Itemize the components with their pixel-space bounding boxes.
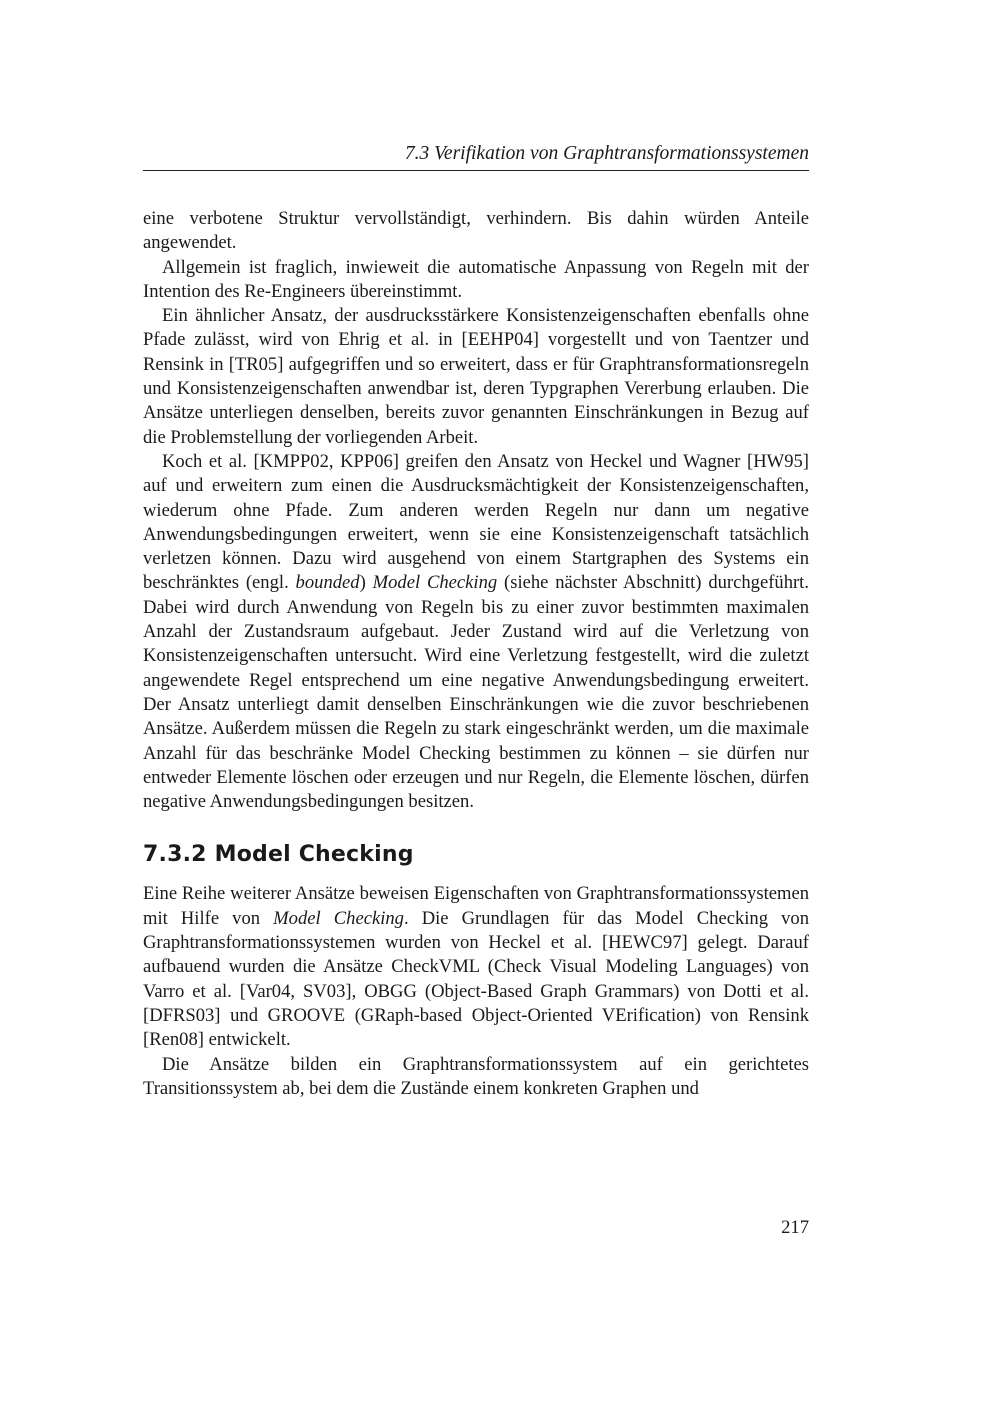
paragraph-4-part-b: ): [359, 572, 373, 594]
section-number: 7.3.2: [143, 842, 207, 868]
paragraph-5-part-b: . Die Grundlagen für das Model Checking von Graphtransformationssystemen wurden von Heckel et al. [HEWC97] gelegt. Darauf aufbauend wurden die Ansätze CheckVML (Check Visual Modeling Languages) von Varro et al. [Var04, SV03], OBGG (Object-Based Graph Grammars) von Dotti et al. [DFRS03] und GROOVE (GRaph-based Object-Oriented VErification) von Rensink [Ren08] entwickelt.: [143, 907, 809, 1051]
paragraph-3: Ein ähnlicher Ansatz, der ausdrucksstärkere Konsistenzeigenschaften ebenfalls ohne Pfade zulässt, wird von Ehrig et al. in [EEHP04] vorgestellt und von Taentzer und Rensink in [TR05] aufgegriffen und so erweitert, dass er für Graphtransformationsregeln und Konsistenzeigenschaften anwendbar ist, deren Typgraphen Vererbung erlauben. Die Ansätze unterliegen denselben, bereits zuvor genannten Einschränkungen in Bezug auf die Problemstellung der vorliegenden Arbeit.: [143, 305, 809, 448]
page-number: 217: [781, 1217, 809, 1238]
paragraph-2: Allgemein ist fraglich, inwieweit die automatische Anpassung von Regeln mit der Intention des Re-Engineers übereinstimmt.: [143, 256, 809, 302]
section-heading: [143, 841, 809, 869]
paragraph-5: [143, 882, 809, 1052]
emphasis-model-checking: Model Checking: [372, 572, 498, 594]
paragraph-4-part-a: Koch et al. [KMPP02, KPP06] greifen den Ansatz von Heckel und Wagner [HW95] auf und erweitern zum einen die Ausdrucksmächtigkeit der Konsistenzeigenschaften, wiederum ohne Pfade. Zum anderen werden Regeln nur dann um negative Anwendungsbedingungen erweitert, wenn sie eine Konsistenzeigenschaft tatsächlich verletzen können. Dazu wird ausgehend von einem Startgraphen des Systems ein beschränktes (engl.: [143, 450, 809, 594]
paragraph-6: Die Ansätze bilden ein Graphtransformationssystem auf ein gerichtetes Transitionssystem ab, bei dem die Zustände einem konkreten Graphen und: [143, 1053, 809, 1099]
paragraph-5-part-a: Eine Reihe weiterer Ansätze beweisen Eigenschaften von Graphtransformationssystemen mit Hilfe von: [143, 883, 809, 929]
running-header-title: 7.3 Verifikation von Graphtransformationssystemen: [404, 143, 809, 164]
emphasis-bounded: bounded: [295, 572, 360, 594]
section-title: Model Checking: [214, 842, 414, 868]
running-header: [143, 143, 809, 171]
paragraph-1: eine verbotene Struktur vervollständigt, verhindern. Bis dahin würden Anteile angewendet.: [143, 208, 809, 254]
page-body: [143, 207, 809, 1101]
paragraph-4-part-c: (siehe nächster Abschnitt) durchgeführt. Dabei wird durch Anwendung von Regeln bis zu einer zuvor bestimmten maximalen Anzahl der Zustandsraum aufgebaut. Jeder Zustand wird auf die Verletzung von Konsistenzeigenschaften untersucht. Wird eine Verletzung festgestellt, wird die zuletzt angewendete Regel entsprechend um eine negative Anwendungsbedingung erweitert. Der Ansatz unterliegt damit denselben Einschränkungen wie die zuvor beschriebenen Ansätze. Außerdem müssen die Regeln zu stark eingeschränkt werden, um die maximale Anzahl für das beschränke Model Checking bestimmen zu können – sie dürfen nur entweder Elemente löschen oder erzeugen und nur Regeln, die Elemente löschen, dürfen negative Anwendungsbedingungen besitzen.: [143, 572, 809, 813]
emphasis-model-checking-2: Model Checking: [273, 907, 404, 929]
paragraph-4: [143, 450, 809, 814]
